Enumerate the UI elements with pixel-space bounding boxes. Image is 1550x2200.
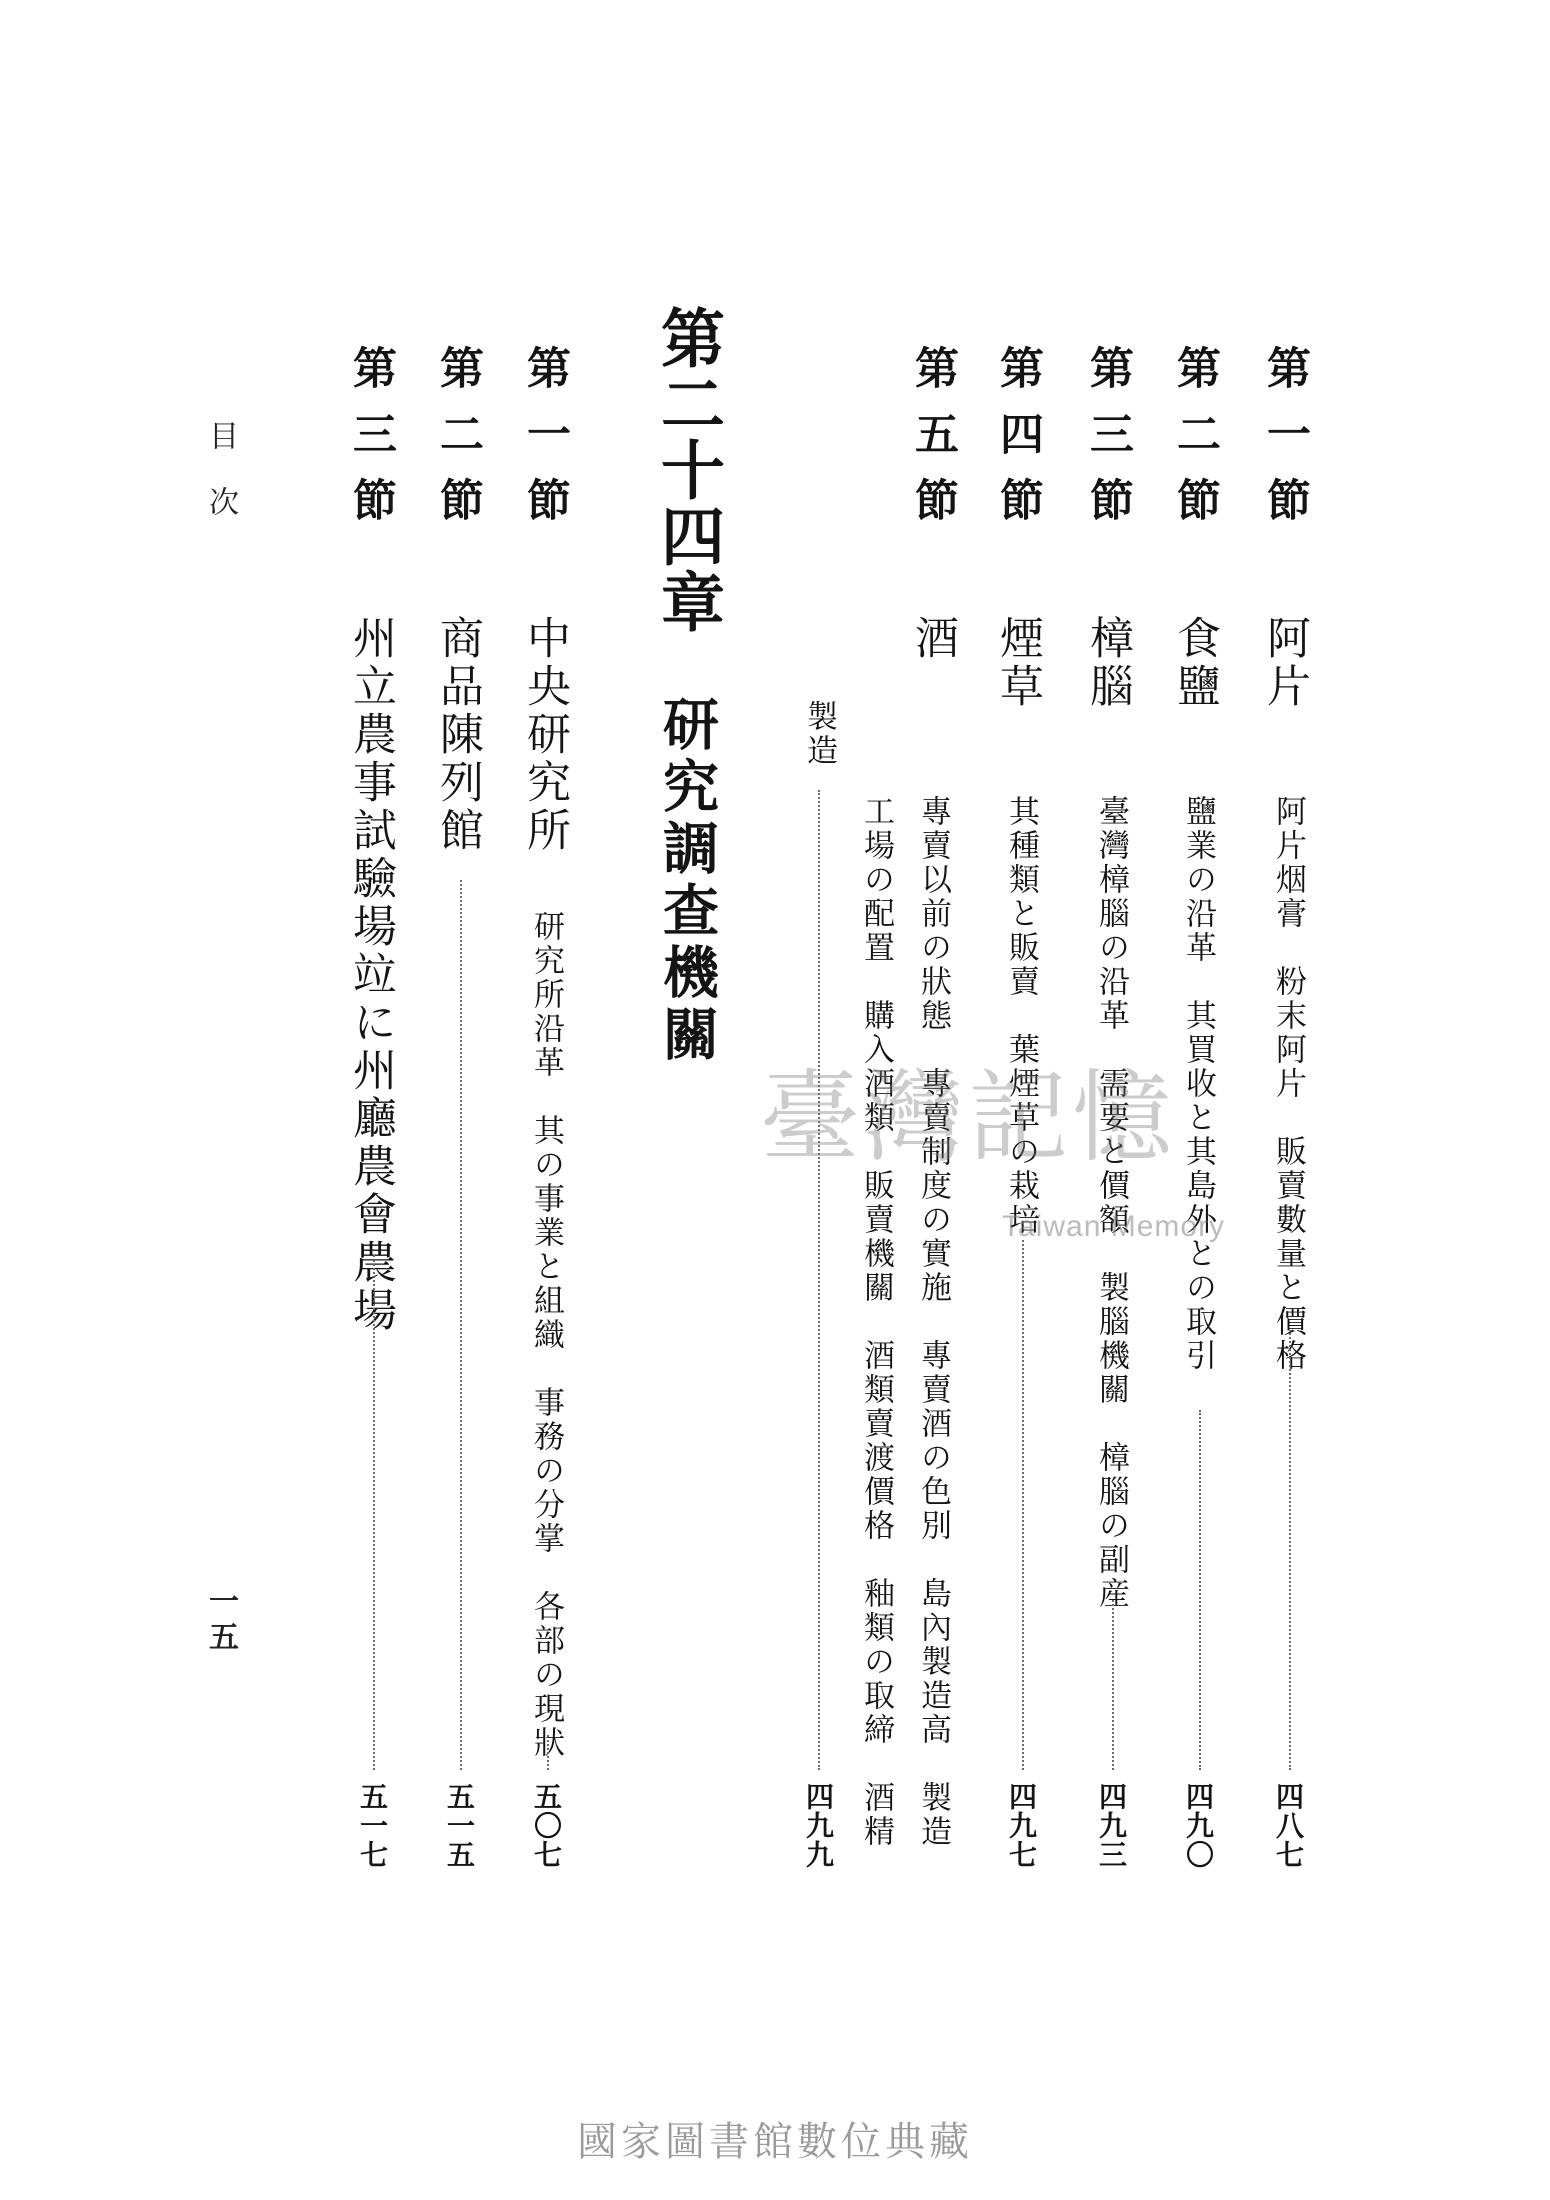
section-3-leader	[1112, 1600, 1114, 1770]
chapter-section-2-title: 商品陳列館	[432, 615, 483, 855]
section-3-title: 樟腦	[1082, 615, 1133, 711]
section-2-number: 第二節	[1169, 345, 1220, 543]
running-head: 目次	[203, 420, 238, 552]
section-5-subtitle-line-1: 專賣以前の狀態 專賣制度の實施 專賣酒の色別 島內製造高 製造	[915, 795, 951, 1849]
chapter-section-1-leader	[547, 1735, 549, 1770]
section-1-page: 四八七	[1272, 1782, 1305, 1869]
chapter-section-2-page: 五一五	[443, 1782, 476, 1869]
chapter-title: 研究調查機關	[654, 695, 720, 1067]
section-4-title: 煙草	[992, 615, 1043, 711]
section-5-page: 四九九	[802, 1782, 835, 1869]
chapter-section-3-page: 五一七	[356, 1782, 389, 1869]
section-5-leader	[818, 790, 820, 1770]
page-folio: 一五	[203, 1585, 238, 1657]
section-1-number: 第一節	[1259, 345, 1310, 543]
section-1-subtitle: 阿片烟膏 粉末阿片 販賣數量と價格	[1270, 795, 1306, 1373]
section-4-subtitle: 其種類と販賣 葉煙草の栽培	[1003, 795, 1039, 1237]
section-2-title: 食鹽	[1169, 615, 1220, 711]
watermark-subtext: Taiwan Memory	[1002, 1210, 1226, 1243]
chapter-section-3-number: 第三節	[345, 345, 396, 543]
section-5-subtitle-line-2: 工場の配置 購入酒類 販賣機關 酒類賣渡價格 釉類の取締 酒精	[858, 795, 894, 1849]
section-5-number: 第五節	[907, 345, 958, 543]
section-3-number: 第三節	[1082, 345, 1133, 543]
section-3-page: 四九三	[1095, 1782, 1128, 1869]
chapter-section-1-title: 中央研究所	[519, 615, 570, 855]
chapter-section-3-leader	[373, 1255, 375, 1770]
chapter-section-2-number: 第二節	[432, 345, 483, 543]
section-4-page: 四九七	[1005, 1782, 1038, 1869]
section-1-leader	[1289, 1330, 1291, 1770]
section-1-title: 阿片	[1259, 615, 1310, 711]
chapter-section-3-title: 州立農事試驗場竝に州廳農會農場	[345, 615, 396, 1335]
chapter-section-1-page: 五〇七	[530, 1782, 563, 1869]
section-5-title: 酒	[907, 615, 958, 663]
section-2-page: 四九〇	[1182, 1782, 1215, 1869]
section-5-subtitle-line-3: 製造	[801, 700, 837, 768]
chapter-section-2-leader	[460, 880, 462, 1770]
chapter-number: 第二十四章	[650, 305, 725, 635]
section-2-leader	[1199, 1410, 1201, 1770]
section-2-subtitle: 鹽業の沿革 其買收と其島外との取引	[1180, 795, 1216, 1373]
watermark-logo: 臺灣記憶	[760, 1059, 1176, 1176]
section-3-subtitle: 臺灣樟腦の沿革 需要と價額 製腦機關 樟腦の副産	[1093, 795, 1129, 1611]
chapter-section-1-number: 第一節	[519, 345, 570, 543]
section-4-number: 第四節	[992, 345, 1043, 543]
chapter-section-1-subtitle: 研究所沿革 其の事業と組織 事務の分掌 各部の現狀	[528, 910, 564, 1760]
section-4-leader	[1022, 1240, 1024, 1770]
archive-footer: 國家圖書館數位典藏	[577, 2119, 973, 2165]
